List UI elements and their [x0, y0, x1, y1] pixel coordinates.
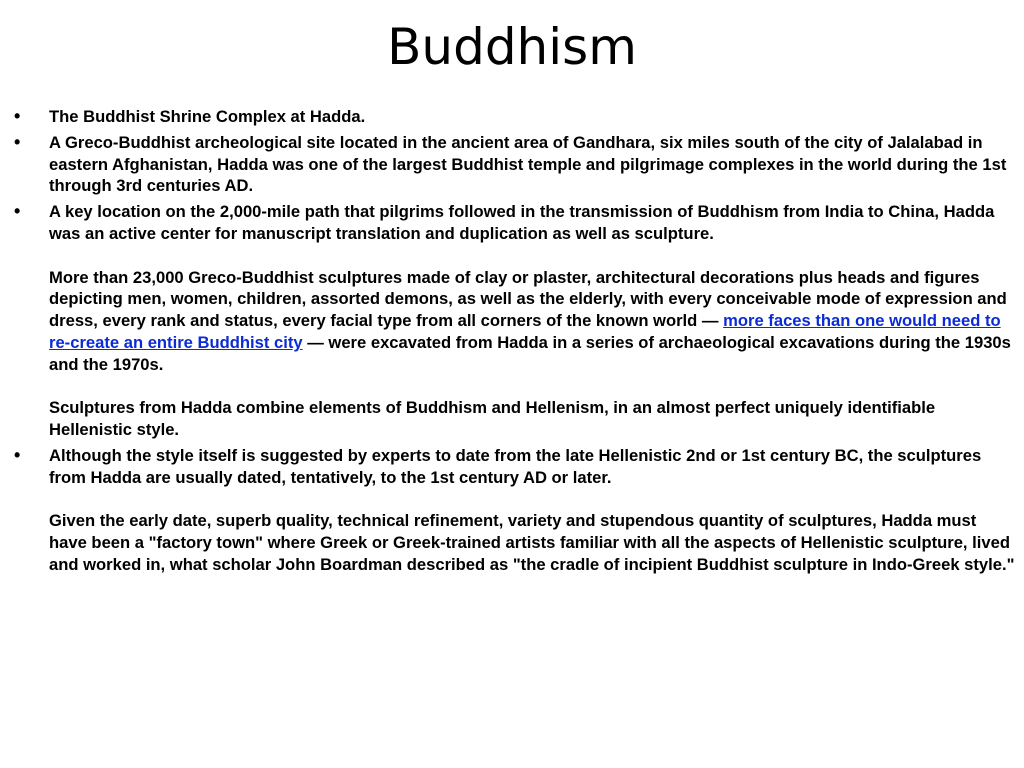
- bullet-text: Although the style itself is suggested by experts to date from the late Hellenistic 2nd or 1st century BC, the sculptures from Hadda are usually dated, tentatively, to the 1st century AD or later.: [49, 445, 982, 487]
- bullet-paragraph: Given the early date, superb quality, technical refinement, variety and stupendous quantity of sculptures, Hadda must have been a "factory town" where Greek or Greek-trained artists familiar with all the aspects of Hellenistic sculpture, lived and worked in, what scholar John Boardman described as "the cradle of incipient Buddhist sculpture in Indo-Greek style.": [49, 511, 1015, 574]
- paragraph-text: — were excavated from Hadda in a series of archaeological excavations during the 1930s and the 1970s.: [49, 332, 1011, 374]
- bullet-paragraph: Sculptures from Hadda combine elements of Buddhism and Hellenism, in an almost perfect uniquely identifiable Hellenistic style.: [49, 398, 936, 440]
- buddhist-city-link[interactable]: more faces than one would need to re-create an entire Buddhist city: [49, 311, 1001, 352]
- bullet-icon: •: [14, 444, 21, 465]
- slide-title: Buddhism: [387, 18, 637, 76]
- bullet-icon: •: [14, 131, 21, 152]
- bullet-item-1: [14, 106, 1018, 128]
- bullet-icon: •: [14, 106, 21, 126]
- bullet-item-3: [14, 201, 1018, 441]
- bullet-icon: •: [14, 201, 21, 222]
- bullet-list: [14, 106, 1018, 576]
- paragraph-text: More than 23,000 Greco-Buddhist sculptures made of clay or plaster, architectural decorations plus heads and figures depicting men, women, children, assorted demons, as well as the elderly, with every conceivable mode of expression and dress, every rank and status, every facial type from all corners of the known world —: [49, 267, 1007, 331]
- bullet-text: The Buddhist Shrine Complex at Hadda.: [49, 107, 366, 126]
- bullet-text: A key location on the 2,000-mile path that pilgrims followed in the transmission of Buddhism from India to China, Hadda was an active center for manuscript translation and duplication as well as sculpture.: [49, 202, 995, 243]
- bullet-item-4: [14, 445, 1018, 576]
- bullet-item-2: [14, 132, 1018, 197]
- bullet-paragraph-with-link: [49, 267, 1018, 376]
- slide-body: [14, 106, 1018, 580]
- bullet-text: A Greco-Buddhist archeological site located in the ancient area of Gandhara, six miles south of the city of Jalalabad in eastern Afghanistan, Hadda was one of the largest Buddhist temple and pilgrimage complexes in the world during the 1st through 3rd centuries AD.: [49, 132, 1007, 196]
